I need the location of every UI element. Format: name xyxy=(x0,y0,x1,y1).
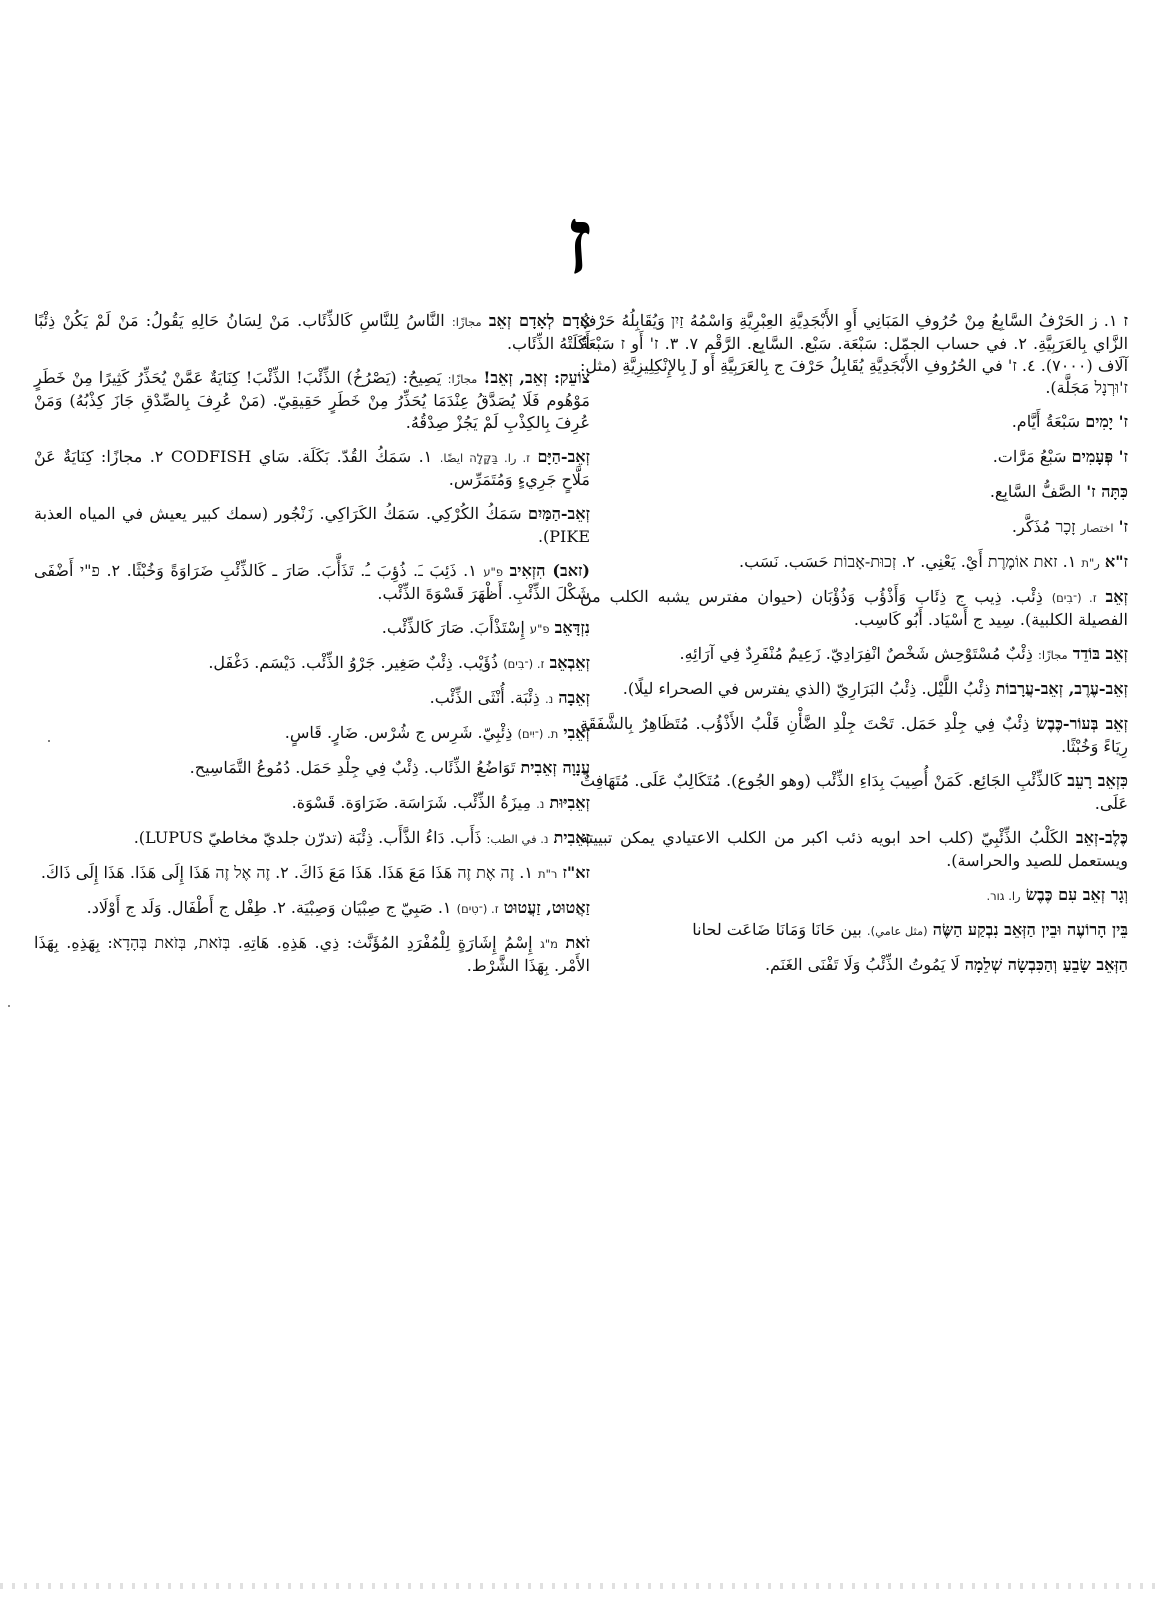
entry-grammar-note: ז. (־טִים) xyxy=(456,902,499,916)
entry-headword: זְאֵבְאֵב xyxy=(549,653,590,672)
entry-grammar-note: נ. xyxy=(544,692,554,706)
entry-grammar-note: ת. (־יִים) xyxy=(517,727,559,741)
entry-translation: الصَّفُّ السَّابِع. xyxy=(989,482,1082,501)
entry-headword: זְאֵבָה xyxy=(558,688,590,707)
entry-translation: ذِئْبٌ فِي جِلْدِ حَمَل. تَحْتَ جِلْدِ الضَّأْنِ قَلْبُ الأَذْؤُب. مُتَظَاهِرٌ بِالشَّفَقَةِ رِيَاءً وَخُبْثًا. xyxy=(580,714,1128,756)
entry-headword: זְאֵבִיּוּת xyxy=(549,793,590,812)
right-column xyxy=(580,310,1128,989)
dictionary-entry xyxy=(34,310,590,355)
entry-headword: עֲנָוָה זְאֵבִית xyxy=(520,758,590,777)
entry-grammar-note: פ"ע xyxy=(529,622,550,636)
dictionary-entry xyxy=(580,586,1128,631)
dictionary-entry xyxy=(580,678,1128,701)
entry-grammar-note: פ"ע xyxy=(483,565,504,579)
scan-bottom-edge xyxy=(0,1583,1158,1589)
entry-translation: تَوَاضُعُ الذِّئَاب. ذِئْبٌ فِي جِلْدِ حَمَل. دُمُوعُ التَّمَاسِيح. xyxy=(189,758,516,777)
entry-translation: يَصِيحُ: (يَصْرُخُ) الذِّئْبَ! الذِّئْبَ! كِنَايَةٌ عَمَّنْ يُحَذِّرُ كَثِيرًا مِنْ خَطَرٍ مَوْهُوم فَلَا يُصَدَّقُ عِنْدَمَا يُحَذِّرُ مِنْ خَطَرٍ حَقِيقِيّ. (مَنْ عُرِفَ بِالصِّدْقِ جَازَ كِذْبُهُ) وَمَنْ عُرِفَ بِالكِذْبِ لَمْ يَجُزْ صِدْقُهُ. xyxy=(34,368,590,432)
entry-translation: سَبْعُ مَرَّات. xyxy=(992,447,1067,466)
entry-translation: ١. صَبِيّ ج صِبْيَان وَصِبْيَة. ٢. طِفْل ج أَطْفَال. وَلَد ج أَوْلَاد. xyxy=(86,898,452,917)
entry-headword: זְאֵב בְּעוֹר-כֶּבֶשׂ xyxy=(1036,714,1129,733)
entry-grammar-note: مجازًا: xyxy=(1037,648,1068,662)
dictionary-entry xyxy=(34,897,590,920)
entry-grammar-note: (مثل عامي). xyxy=(866,924,928,938)
entry-grammar-note: اختصار xyxy=(1080,521,1114,535)
entry-headword: הַזְּאֵב שָׂבֵעַ וְהַכִּבְשָׂה שְׁלֵמָה xyxy=(964,955,1128,974)
entry-grammar-note: را. גור. xyxy=(986,889,1021,903)
dictionary-entry xyxy=(580,551,1128,574)
entry-headword: כִּזְאֵב רָעֵב xyxy=(1067,771,1129,790)
entry-headword: אָדָם לְאָדָם זְאֵב xyxy=(488,311,591,330)
dictionary-entry xyxy=(34,827,590,850)
dictionary-entry xyxy=(34,757,590,780)
entry-translation: ١. זֶה אֶת זֶה هَذَا مَعَ هَذَا. هَذَا مَعَ ذَاكَ. ٢. זֶה אֶל זֶה هَذَا إِلَى هَذَا. هَذَا إِلَى ذَاكَ. xyxy=(40,863,533,882)
entry-grammar-note: מ"ג xyxy=(540,937,558,951)
entry-headword: וְגָר זְאֵב עִם כֶּבֶשׂ xyxy=(1025,885,1128,904)
dictionary-entry xyxy=(580,411,1128,434)
entry-translation: ١. سَمَكُ القُدّ. بَكَلَة. سَاي CODFISH ٢. مجازًا: كِنَايَةٌ عَنْ مَلَّاحٍ جَرِيءٍ وَمُتَمَرِّس. xyxy=(34,447,590,489)
entry-headword: זְאֵב xyxy=(1105,587,1128,606)
entry-translation: ذِئْبَة. أُنْثَى الذِّئْب. xyxy=(429,688,540,707)
dictionary-entry xyxy=(580,919,1128,942)
dictionary-entry xyxy=(580,827,1128,872)
dictionary-entry xyxy=(34,617,590,640)
entry-translation: كَالذِّئْبِ الجَائِع. كَمَنْ أُصِيبَ بِدَاءِ الذِّئْب (وهو الجُوع). مُتَكَالِبٌ عَلَى. مُتَهَافِتٌ عَلَى. xyxy=(580,771,1128,813)
entry-headword: כִּתָּה ז' xyxy=(1086,482,1128,501)
dictionary-entry xyxy=(34,367,590,434)
entry-translation: سَمَكُ الكُرْكِي. سَمَكُ الكَرَاكِي. زَنْجُور (سمك كبير يعيش في المياه العذبة PIKE). xyxy=(34,504,590,546)
print-speck xyxy=(48,740,50,742)
dictionary-entry xyxy=(580,770,1128,815)
section-letter-heading: ז xyxy=(566,187,592,295)
entry-headword: זֹאת xyxy=(565,933,590,952)
entry-grammar-note: ر"ת xyxy=(1081,556,1100,570)
dictionary-entry xyxy=(34,687,590,710)
entry-translation: ١. זאת אוֹמֶרֶת أَيْ. يَعْنِي. ٢. זְכוּת-אָבוֹת حَسَب. نَسَب. xyxy=(739,552,1077,571)
dictionary-entry xyxy=(580,643,1128,666)
entry-translation: ذِئْب. ذِيب ج ذِئَاب وَأَذْؤُب وَذُؤْبَان (حيوان مفترس يشبه الكلب من الفصيلة الكلبية). سِيد ج أَسْيَاد. أَبُو كَاسِب. xyxy=(580,587,1128,629)
entry-headword: ז' פְּעָמִים xyxy=(1071,447,1128,466)
left-column xyxy=(34,310,590,989)
entry-headword: זְאֵב-הַמַּיִם xyxy=(528,504,590,523)
dictionary-entry xyxy=(34,560,590,605)
entry-headword: ז xyxy=(1123,311,1129,330)
entry-headword: (זאב) הִזְאִיב xyxy=(509,561,591,580)
entry-headword: כֶּלֶב-זְאֵב xyxy=(1075,828,1128,847)
dictionary-entry xyxy=(580,446,1128,469)
entry-headword: זְאֵב-עֶרֶב, זְאֵב-עֲרָבוֹת xyxy=(995,679,1128,698)
entry-grammar-note: נ. في الطب: xyxy=(486,832,549,846)
entry-headword: זַאֲטוּט, זַעֲטוּט xyxy=(503,898,590,917)
entry-grammar-note: ר"ת xyxy=(538,867,558,881)
dictionary-entry xyxy=(34,722,590,745)
entry-translation: ١. ز الحَرْفُ السَّابِعُ مِنْ حُرُوفِ المَبَانِي أَوِ الأَبْجَدِيَّةِ العِبْرِيَّةِ وَاسْمُهُ זַיִן وَيُقَابِلُهُ حَرْفُ الزَّاي بِالعَرَبِيَّةِ. ٢. في حساب الجمّل: سَبْعَة. سَبْع. السَّابِع. الرَّقْم ٧. ٣. ז' أَو ז سَبْعَةُ آلَاف (٧٠٠٠). ٤. ז' في الحُرُوفِ الأَبْجَدِيَّةِ يُقَابِلُ حَرْفَ ج بِالعَرَبِيَّةِ أَو J بِالإِنْكِلِيزِيَّةِ (مثل: ז'וּרְנָל مَجَلَّة). xyxy=(580,311,1129,397)
entry-grammar-note: ז. را. בַּקָּלָה ايضًا. xyxy=(439,451,531,465)
entry-headword: זְאֵב-הַיָּם xyxy=(537,447,591,466)
entry-headword: זְאֵב בּוֹדֵד xyxy=(1072,644,1128,663)
entry-translation: ذِئْبُ اللَّيْل. ذِئْبُ البَرَارِيّ (الذي يفترس في الصحراء ليلًا). xyxy=(622,679,991,698)
entry-translation: الكَلْبُ الذِّئْبِيّ (كلب احد ابويه ذئب اكبر من الكلب الاعتيادي يمكن تبييته ويستعمل للصيد والحراسة). xyxy=(580,828,1128,870)
entry-translation: لَا يَمُوتُ الذِّئْبُ وَلَا تَفْنَى الغَنَم. xyxy=(764,955,960,974)
entry-translation: ذِئْبِيّ. شَرِس ج شُرْس. ضَارٍ. قَاسٍ. xyxy=(284,723,513,742)
dictionary-entry xyxy=(34,792,590,815)
dictionary-entry xyxy=(34,932,590,977)
entry-headword: צוֹעֵק: זְאֵב, זְאֵב! xyxy=(483,368,590,387)
entry-translation: ١. ذَئِبَ ـَ. ذُؤِبَ ـُ. تَذَأَّبَ. صَارَ ـ كَالذِّئْبِ ضَرَاوَةً وَخُبْثًا. ٢. פ"י أَضْفَى شَكْلَ الذِّئْبِ. أَظْهَرَ قَسْوَةَ الذِّئْب. xyxy=(34,561,590,603)
dictionary-entry xyxy=(34,446,590,491)
entry-headword: זְאֵבִית xyxy=(553,828,590,847)
scan-edge-mark xyxy=(8,1005,10,1007)
entry-headword: ז' xyxy=(1118,517,1128,536)
entry-grammar-note: ז. (־בִים) xyxy=(1051,591,1097,605)
entry-translation: النَّاسُ لِلنَّاسِ كَالذِّئَاب. مَنْ لِسَانُ حَالِهِ يَقُولُ: مَنْ لَمْ يَكُنْ ذِئْبًا أَكَلَتْهُ الذِّئَاب. xyxy=(34,311,590,353)
dictionary-entry xyxy=(580,884,1128,907)
entry-grammar-note: مجازًا: xyxy=(451,315,482,329)
entry-headword: נִזְדָּאֵב xyxy=(554,618,590,637)
entry-headword: ז' יָמִים xyxy=(1085,412,1128,431)
entry-grammar-note: مجازًا: xyxy=(447,372,478,386)
entry-headword: זְאֵבִי xyxy=(563,723,590,742)
entry-translation: مِيزَةُ الذِّئْب. شَرَاسَة. ضَرَاوَة. قَسْوَة. xyxy=(291,793,532,812)
dictionary-entry xyxy=(34,652,590,675)
dictionary-entry xyxy=(580,516,1128,539)
entry-translation: זָכָר مُذَكَّر. xyxy=(1011,517,1076,536)
entry-grammar-note: ז. (־בִים) xyxy=(503,657,545,671)
dictionary-entry xyxy=(34,503,590,548)
entry-translation: ذَأَب. دَاءُ الذَّأَب. ذِئْبَة (تدرّن جلديّ مخاطيّ LUPUS). xyxy=(133,828,482,847)
entry-translation: ذِئْبٌ مُسْتَوْحِش شَخْصٌ انْفِرَادِيّ. زَعِيمٌ مُنْفَرِدٌ فِي آرَائِهِ. xyxy=(679,644,1033,663)
entry-translation: سَبْعَةُ أَيَّام. xyxy=(1011,412,1081,431)
entry-translation: إِسْمُ إِشَارَةٍ لِلْمُفْرَدِ المُؤَنَّث: ذِي. هَذِهِ. هَاتِهِ. בְּזֹאת, בְּזֹאת בְּהָדָא: بِهَذِهِ. بِهَذَا الأَمْر. بِهَذَا الشَّرْط. xyxy=(34,933,590,975)
entry-translation: بين حَانَا وَمَانَا ضَاعَت لحانا xyxy=(692,920,862,939)
entry-headword: בֵּין הָרוֹעֶה וּבֵין הַזְּאֵב נִבְקַע הַשֶּׂה xyxy=(932,920,1128,939)
entry-translation: إِسْتَذْأَبَ. صَارَ كَالذِّئْب. xyxy=(381,618,525,637)
dictionary-entry xyxy=(34,862,590,885)
dictionary-entry xyxy=(580,310,1128,399)
entry-headword: ז"א xyxy=(1104,552,1128,571)
entry-translation: ذُؤَيْب. ذِئْبٌ صَغِير. جَرْوُ الذِّئْب. دَيْسَم. دَغْفَل. xyxy=(208,653,499,672)
dictionary-entry xyxy=(580,713,1128,758)
dictionary-entry xyxy=(580,954,1128,977)
entry-headword: זא"ז xyxy=(562,863,590,882)
dictionary-entry xyxy=(580,481,1128,504)
entry-grammar-note: נ. xyxy=(536,797,545,811)
